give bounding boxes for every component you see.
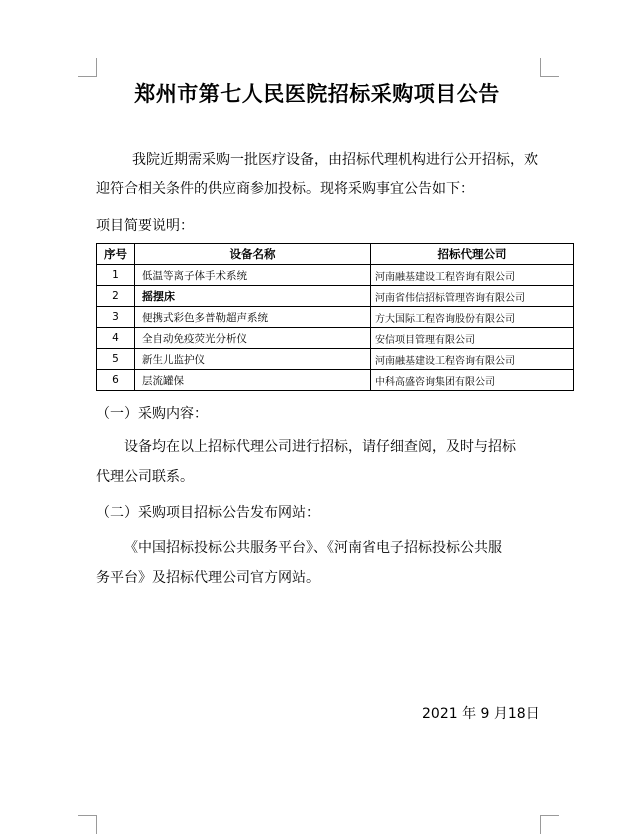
row-equipment: 全自动免疫荧光分析仪 (135, 328, 371, 349)
section1-heading: （一）采购内容： (96, 406, 208, 422)
row-agency: 方大国际工程咨询股份有限公司 (371, 307, 574, 328)
row-agency: 河南融基建设工程咨询有限公司 (371, 349, 574, 370)
row-equipment: 低温等离子体手术系统 (135, 265, 371, 286)
page-corner-mark (540, 58, 559, 77)
page-corner-mark (78, 815, 97, 834)
row-no: 3 (97, 307, 135, 328)
row-no: 2 (97, 286, 135, 307)
row-equipment: 便携式彩色多普勒超声系统 (135, 307, 371, 328)
section2-heading: （二）采购项目招标公告发布网站： (96, 505, 320, 521)
row-agency: 中科高盛咨询集团有限公司 (371, 370, 574, 391)
table-row (97, 307, 574, 328)
row-no: 6 (97, 370, 135, 391)
table-header-row (97, 244, 574, 265)
row-agency: 河南省伟信招标管理咨询有限公司 (371, 286, 574, 307)
row-no: 4 (97, 328, 135, 349)
header-no: 序号 (97, 244, 135, 265)
row-equipment: 摇摆床 (135, 286, 371, 307)
row-equipment: 层流罐保 (135, 370, 371, 391)
header-agency: 招标代理公司 (371, 244, 574, 265)
row-equipment: 新生儿监护仪 (135, 349, 371, 370)
section1-line1: 设备均在以上招标代理公司进行招标，请仔细查阅，及时与招标 (124, 439, 516, 455)
row-no: 5 (97, 349, 135, 370)
items-table (96, 243, 574, 391)
summary-label: 项目简要说明： (96, 218, 194, 234)
page-corner-mark (540, 815, 559, 834)
section2-line1: 《中国招标投标公共服务平台》、《河南省电子招标投标公共服 (124, 540, 502, 556)
table-row (97, 370, 574, 391)
row-agency: 河南融基建设工程咨询有限公司 (371, 265, 574, 286)
table-row (97, 328, 574, 349)
section2-line2: 务平台》及招标代理公司官方网站。 (96, 570, 320, 586)
announcement-date: 2021 年 9 月18日 (422, 706, 540, 722)
row-agency: 安信项目管理有限公司 (371, 328, 574, 349)
document-title: 郑州市第七人民医院招标采购项目公告 (134, 81, 500, 106)
table-row (97, 286, 574, 307)
page-corner-mark (78, 58, 97, 77)
intro-paragraph: 我院近期需采购一批医疗设备，由招标代理机构进行公开招标，欢迎符合相关条件的供应商参加投标。现将采购事宜公告如下： (96, 152, 538, 197)
table-row (97, 265, 574, 286)
row-no: 1 (97, 265, 135, 286)
table-row (97, 349, 574, 370)
section1-line2: 代理公司联系。 (96, 469, 194, 485)
header-equipment: 设备名称 (135, 244, 371, 265)
